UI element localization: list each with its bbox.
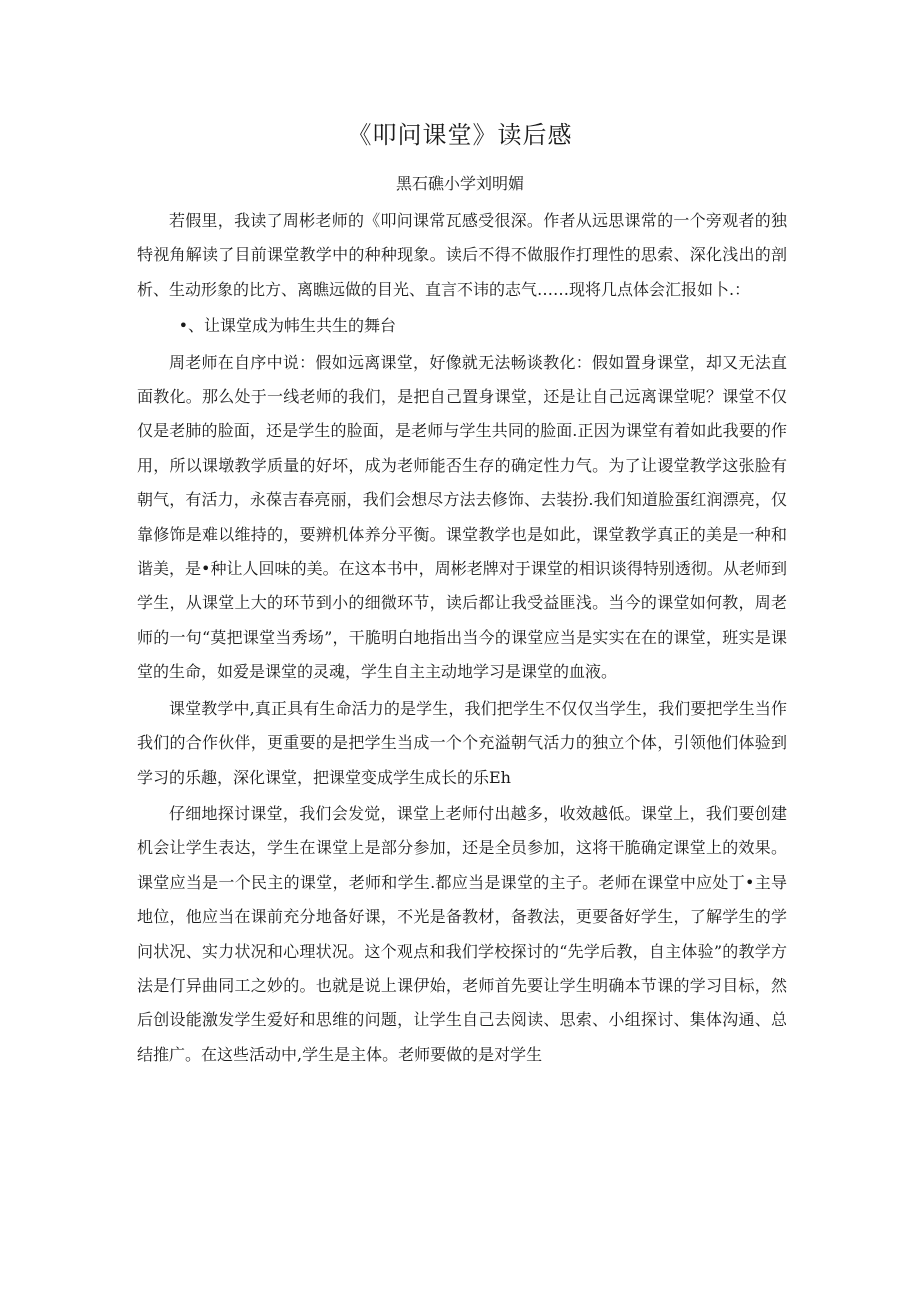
paragraph-intro: 若假里，我读了周彬老师的《叩问课常瓦感受很深。作者从远思课常的一个旁观者的独特视角解读了目前课堂教学中的种种现象。读后不得不做服作打理性的思索、深化浅出的剖析、生动形象的比方、离瞧远做的目光、直言不讳的志气……现将几点体会汇报如卜.： bbox=[137, 211, 787, 299]
document-title: 《叩问课堂》读后感 bbox=[347, 121, 573, 149]
document-author: 黑石礁小学刘明媚 bbox=[395, 174, 524, 193]
paragraph: 课堂教学中,真正具有生命活力的是学生，我们把学生不仅仅当学生，我们要把学生当作我们的合作伙伴，更重要的是把学生当成一个个充溢朝气活力的独立个体，引领他们体验到学习的乐趣，深化课堂，把课堂变成学生成长的乐Eh bbox=[137, 698, 787, 787]
paragraph: 仔细地探讨课堂，我们会发觉，课堂上老师付出越多，收效越低。课堂上，我们要创建机会让学生表达，学生在课堂上是部分参加，还是全员参加，这将干脆确定课堂上的效果。课堂应当是一个民主的课堂，老师和学生.都应当是课堂的主子。老师在课堂中应处丁•主导地位，他应当在课前充分地备好课，不光是备教材，备教法，更要备好学生，了解学生的学问状况、实力状况和心理状况。这个观点和我们学校探讨的“先学后教，自主体验”的教学方法是仃异曲同工之妙的。也就是说上课伊始，老师首先要让学生明确本节课的学习目标，然后创设能激发学生爱好和思维的问题，让学生自己去阅读、思索、小组探讨、集体沟通、总结推广。在这些活动中,学生是主体。老师要做的是对学生 bbox=[137, 803, 787, 1064]
document-body bbox=[137, 204, 787, 1072]
paragraph: 周老师在自序中说：假如远离课堂，好像就无法畅谈教化：假如置身课堂，却又无法直面教化。那么处于一线老师的我们，是把自己置身课堂，还是让自己远离课堂呢？课堂不仅仅是老肺的脸面，还是学生的脸面，是老师与学生共同的脸面.正因为课堂有着如此我要的作用，所以课墩教学质量的好坏，成为老师能否生存的确定性力气。为了让谡堂教学这张脸有朝气，有活力，永葆吉春亮丽，我们会想尽方法去修饰、去装扮.我们知道脸蛋红润漂亮，仅靠修饰是难以维持的，要辨机体养分平衡。课堂教学也是如此，课堂教学真正的美是一种和谐美，是•种让人回味的美。在这本书中，周彬老牌对于课堂的相识谈得特别透彻。从老师到学生，从课堂上大的环节到小的细微环节，读后都让我受益匪浅。当今的课堂如何教，周老师的一句“莫把课堂当秀场”，干脆明白地指出当今的课堂应当是实实在在的课堂，班实是课堂的生命，如爱是课堂的灵魂，学生自主主动地学习是课堂的血液。 bbox=[137, 352, 787, 682]
section-heading: •、让课堂成为帏生共生的舞台 bbox=[178, 316, 397, 336]
